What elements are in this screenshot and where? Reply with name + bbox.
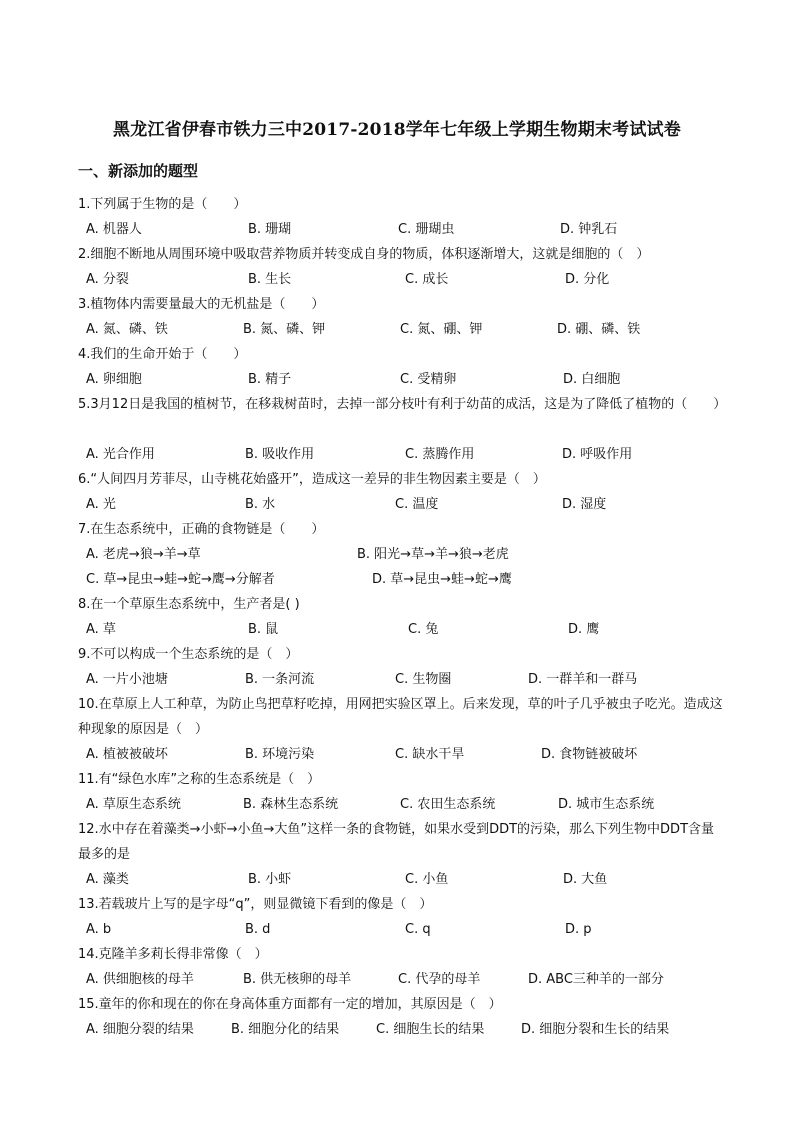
option-a: A. 植被被破坏 (86, 747, 168, 762)
question-stem: 5.3月12日是我国的植树节，在移栽树苗时，去掉一部分枝叶有利于幼苗的成活，这是为了降低了植物的（ ） (78, 397, 727, 412)
option-c: C. 缺水干旱 (395, 747, 465, 762)
option-d: D. ABC三种羊的一部分 (528, 972, 664, 987)
option-a: A. 一片小池塘 (86, 672, 168, 687)
option-c: C. 代孕的母羊 (398, 972, 481, 987)
option-d: D. 钟乳石 (560, 222, 618, 237)
question-stem: 9.不可以构成一个生态系统的是（ ） (78, 647, 299, 662)
option-a: A. 细胞分裂的结果 (86, 1022, 194, 1037)
option-d: D. 一群羊和一群马 (528, 672, 638, 687)
option-d: D. 草→昆虫→蛙→蛇→鹰 (372, 572, 512, 587)
question-stem: 8.在一个草原生态系统中，生产者是( ) (78, 597, 300, 612)
option-c: C. 受精卵 (400, 372, 457, 387)
question-stem: 13.若载玻片上写的是字母“q”，则显微镜下看到的像是（ ） (78, 897, 433, 912)
option-d: D. 大鱼 (563, 872, 608, 887)
option-b: B. 供无核卵的母羊 (243, 972, 352, 987)
option-a: A. 供细胞核的母羊 (86, 972, 194, 987)
option-d: D. 分化 (565, 272, 610, 287)
question-stem: 14.克隆羊多莉长得非常像（ ） (78, 947, 268, 962)
option-b: B. 环境污染 (245, 747, 315, 762)
option-c: C. 成长 (405, 272, 449, 287)
option-b: B. d (245, 922, 271, 937)
option-d: D. 城市生态系统 (558, 797, 655, 812)
option-d: D. 白细胞 (563, 372, 621, 387)
option-b: B. 精子 (248, 372, 292, 387)
option-c: C. 温度 (395, 497, 439, 512)
option-a: A. 卵细胞 (86, 372, 142, 387)
question-stem: 12.水中存在着藻类→小虾→小鱼→大鱼”这样一条的食物链，如果水受到DDT的污染，那么下列生物中DDT含量最多的是 (78, 822, 715, 862)
option-c: C. 农田生态系统 (400, 797, 496, 812)
question-stem: 7.在生态系统中，正确的食物链是（ ） (78, 522, 325, 537)
option-b: B. 森林生态系统 (243, 797, 339, 812)
option-b: B. 氮、磷、钾 (243, 322, 326, 337)
option-a: A. 氮、磷、铁 (86, 322, 168, 337)
option-d: D. 硼、磷、铁 (557, 322, 641, 337)
option-a: A. 藻类 (86, 872, 129, 887)
option-a: A. 草原生态系统 (86, 797, 181, 812)
section-heading: 一、新添加的题型 (78, 162, 199, 180)
option-a: A. 光 (86, 497, 116, 512)
option-c: C. 生物圈 (395, 672, 452, 687)
option-b: B. 鼠 (248, 622, 279, 637)
option-a: A. 光合作用 (86, 447, 155, 462)
option-d: D. 呼吸作用 (562, 447, 633, 462)
option-c: C. 兔 (408, 622, 439, 637)
option-b: B. 阳光→草→羊→狼→老虎 (357, 547, 509, 562)
question-stem: 3.植物体内需要量最大的无机盐是（ ） (78, 297, 325, 312)
question-stem: 6.“人间四月芳菲尽，山寺桃花始盛开”，造成这一差异的非生物因素主要是（ ） (78, 472, 546, 487)
option-d: D. 湿度 (562, 497, 607, 512)
option-b: B. 一条河流 (245, 672, 315, 687)
question-stem: 1.下列属于生物的是（ ） (78, 197, 247, 212)
question-stem: 10.在草原上人工种草，为防止鸟把草籽吃掉，用网把实验区罩上。后来发现，草的叶子几乎被虫子吃光。造成这种现象的原因是（ ） (78, 697, 723, 737)
option-d: D. p (565, 922, 592, 937)
option-c: C. 细胞生长的结果 (376, 1022, 485, 1037)
page-title: 黑龙江省伊春市铁力三中2017-2018学年七年级上学期生物期末考试试卷 (113, 120, 681, 140)
option-b: B. 珊瑚 (248, 222, 292, 237)
option-b: B. 水 (245, 497, 276, 512)
option-a: A. 草 (86, 622, 116, 637)
question-stem: 4.我们的生命开始于（ ） (78, 347, 247, 362)
option-c: C. 珊瑚虫 (398, 222, 455, 237)
option-c: C. q (405, 922, 431, 937)
option-c: C. 草→昆虫→蛙→蛇→鹰→分解者 (86, 572, 275, 587)
option-b: B. 生长 (248, 272, 292, 287)
option-c: C. 蒸腾作用 (405, 447, 475, 462)
option-b: B. 细胞分化的结果 (231, 1022, 340, 1037)
option-a: A. 分裂 (86, 272, 129, 287)
option-d: D. 细胞分裂和生长的结果 (521, 1022, 670, 1037)
option-b: B. 小虾 (248, 872, 292, 887)
option-a: A. b (86, 922, 112, 937)
option-c: C. 氮、硼、钾 (400, 322, 483, 337)
option-b: B. 吸收作用 (245, 447, 315, 462)
question-stem: 15.童年的你和现在的你在身高体重方面都有一定的增加，其原因是（ ） (78, 997, 502, 1012)
option-d: D. 食物链被破坏 (541, 747, 638, 762)
option-c: C. 小鱼 (405, 872, 449, 887)
option-a: A. 老虎→狼→羊→草 (86, 547, 201, 562)
option-d: D. 鹰 (568, 622, 600, 637)
question-stem: 11.有“绿色水库”之称的生态系统是（ ） (78, 772, 321, 787)
question-stem: 2.细胞不断地从周围环境中吸取营养物质并转变成自身的物质，体积逐渐增大，这就是细胞的（ ） (78, 247, 650, 262)
option-a: A. 机器人 (86, 222, 142, 237)
